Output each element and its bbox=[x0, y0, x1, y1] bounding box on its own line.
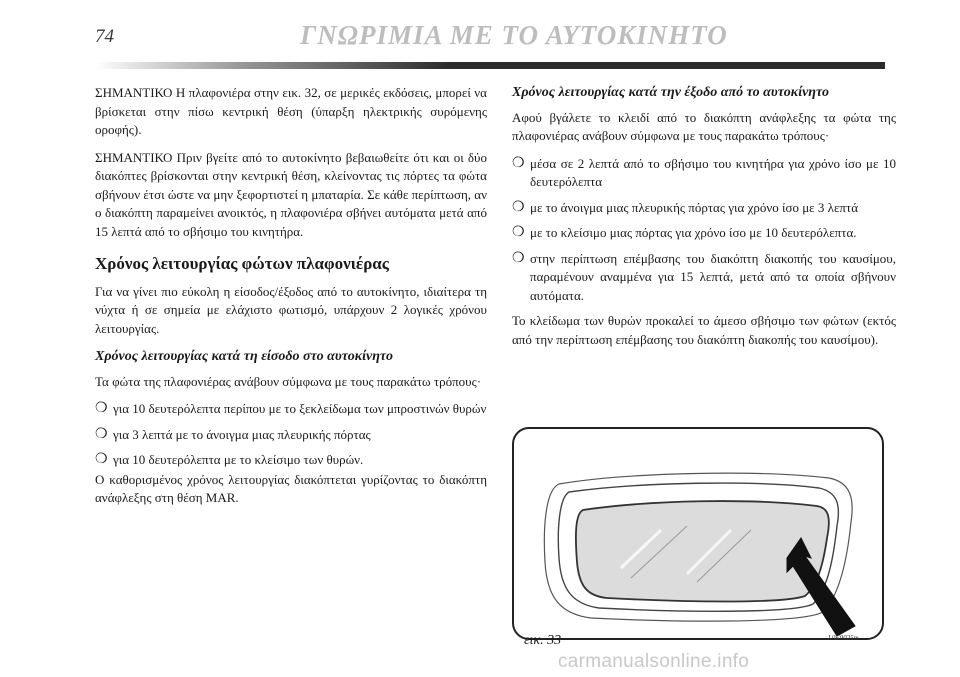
entry-subtitle: Χρόνος λειτουργίας κατά τη είσοδο στο αυτοκίνητο bbox=[95, 349, 393, 364]
entry-note: Ο καθορισμένος χρόνος λειτουργίας διακόπτεται γυρίζοντας το διακόπτη ανάφλεξης στη θέση MAR. bbox=[95, 471, 487, 505]
list-item: ❍ με το κλείσιμο μιας πόρτας για χρόνο ίσο με 10 δευτερόλεπτα. bbox=[512, 224, 896, 243]
page-number: 74 bbox=[95, 26, 114, 47]
exit-subtitle: Χρόνος λειτουργίας κατά την έξοδο από το αυτοκίνητο bbox=[512, 85, 829, 100]
bullet-icon: ❍ bbox=[95, 452, 108, 467]
figure-code: L0E0025m bbox=[828, 634, 859, 642]
figure-caption: εικ. 33 bbox=[524, 633, 562, 648]
bullet-icon: ❍ bbox=[512, 155, 525, 171]
bullet-icon: ❍ bbox=[95, 426, 108, 442]
exit-note: Το κλείδωμα των θυρών προκαλεί το άμεσο σβήσιμο των φώτων (εκτός από την περίπτωση επέμβασης του διακόπτη διακοπής του καυσίμου). bbox=[512, 313, 896, 347]
list-item: ❍ για 3 λεπτά με το άνοιγμα μιας πλευρικής πόρτας bbox=[95, 426, 487, 445]
list-item: ❍ στην περίπτωση επέμβασης του διακόπτη διακοπής του καυσίμου, παραμένουν αναμμένα για 15 λεπτά, μετά από τα οποία σβήνουν αυτόματα. bbox=[512, 250, 896, 303]
left-column bbox=[95, 84, 487, 517]
header-title: ΓΝΩΡΙΜΙΑ ΜΕ ΤΟ ΑΥΤΟΚΙΝΗΤΟ bbox=[300, 20, 728, 50]
watermark: carmanualsonline.info bbox=[558, 651, 750, 672]
bullet-icon: ❍ bbox=[512, 250, 525, 266]
section-title: Χρόνος λειτουργίας φώτων πλαφονιέρας bbox=[95, 254, 389, 273]
important-note-1: ΣΗΜΑΝΤΙΚΟ Η πλαφονιέρα στην εικ. 32, σε μερικές εκδόσεις, μπορεί να βρίσκεται στην πίσω κεντρική θέση (ύπαρξη ηλεκτρικής συρόμενης οροφής). bbox=[95, 85, 487, 137]
important-note-2: ΣΗΜΑΝΤΙΚΟ Πριν βγείτε από το αυτοκίνητο βεβαιωθείτε ότι και οι δύο διακόπτες βρίσκονται στην κεντρική θέση, κλείνοντας τις πόρτες τα φώτα σβήνουν έτσι ώστε να μην ξεφορτιστεί η μπαταρία. Σε κάθε περίπτωση, αν ο διακόπτη παραμείνει ανοικτός, η πλαφονιέρα σβήνει αυτόματα μετά από 15 λεπτά από το σβήσιμο του κινητήρα. bbox=[95, 149, 487, 239]
exit-intro: Αφού βγάλετε το κλειδί από το διακόπτη ανάφλεξης τα φώτα της πλαφονιέρας ανάβουν σύμφωνα με τους παρακάτω τρόπους· bbox=[512, 109, 896, 143]
dome-light-illustration bbox=[511, 426, 885, 641]
entry-intro: Τα φώτα της πλαφονιέρας ανάβουν σύμφωνα με τους παρακάτω τρόπους· bbox=[95, 373, 482, 389]
section-intro: Για να γίνει πιο εύκολη η είσοδος/έξοδος από το αυτοκίνητο, ιδιαίτερα τη νύχτα ή σε σημεία με ελάχιστο φωτισμό, υπάρχουν 2 λογικές χρόνου λειτουργίας. bbox=[95, 283, 487, 336]
list-item: ❍ για 10 δευτερόλεπτα περίπου με το ξεκλείδωμα των μπροστινών θυρών bbox=[95, 400, 487, 419]
bullet-icon: ❍ bbox=[512, 199, 525, 215]
lens bbox=[576, 501, 829, 601]
bullet-icon: ❍ bbox=[512, 225, 525, 240]
list-item: ❍ μέσα σε 2 λεπτά από το σβήσιμο του κινητήρα για χρόνο ίσο με 10 δευτερόλεπτα bbox=[512, 155, 896, 189]
exit-list bbox=[512, 155, 896, 306]
entry-list bbox=[95, 400, 487, 470]
header-rule bbox=[95, 62, 885, 69]
bullet-icon: ❍ bbox=[95, 401, 108, 416]
list-item: ❍ για 10 δευτερόλεπτα με το κλείσιμο των θυρών. bbox=[95, 451, 487, 470]
list-item: ❍ με το άνοιγμα μιας πλευρικής πόρτας για χρόνο ίσο με 3 λεπτά bbox=[512, 199, 896, 218]
right-column bbox=[512, 84, 896, 358]
